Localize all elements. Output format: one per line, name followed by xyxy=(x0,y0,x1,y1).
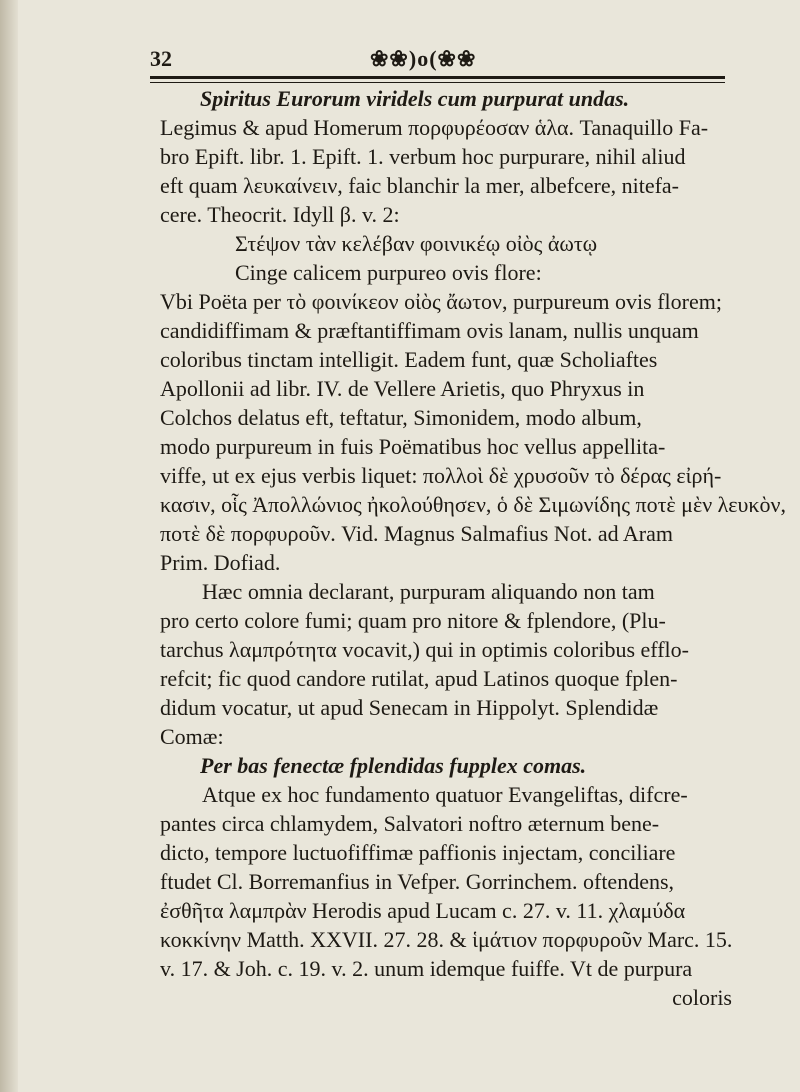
text-line: Hæc omnia declarant, purpuram aliquando non tam xyxy=(202,579,655,604)
header-rule-thin xyxy=(150,82,725,83)
text-line: modo purpureum in fuis Poëmatibus hoc vellus appellita- xyxy=(160,434,666,459)
page-binding-edge xyxy=(0,0,18,1092)
text-line: coloris xyxy=(672,985,732,1010)
text-line: Prim. Dofiad. xyxy=(160,550,281,575)
text-line: Στέψον τὰν κελέβαν φοινικέῳ οἰὸς ἀωτῳ xyxy=(235,231,598,256)
header-ornament: ❀❀)o(❀❀ xyxy=(370,46,477,71)
page-header xyxy=(150,46,790,76)
text-line: ποτὲ δὲ πορφυροῦν. Vid. Magnus Salmafius Not. ad Aram xyxy=(160,521,673,546)
text-line: ftudet Cl. Borremanfius in Vefper. Gorrinchem. oftendens, xyxy=(160,869,675,894)
text-line: candidiffimam & præftantiffimam ovis lanam, nullis unquam xyxy=(160,318,699,343)
text-line: pantes circa chlamydem, Salvatori noftro æternum bene- xyxy=(160,811,660,836)
text-line: Apollonii ad libr. IV. de Vellere Arietis, quo Phryxus in xyxy=(160,376,645,401)
text-line: didum vocatur, ut apud Senecam in Hippolyt. Splendidæ xyxy=(160,695,659,720)
header-rule xyxy=(150,76,725,79)
text-line: Colchos delatus eft, teftatur, Simonidem, modo album, xyxy=(160,405,642,430)
text-line: bro Epift. libr. 1. Epift. 1. verbum hoc purpurare, nihil aliud xyxy=(160,144,686,169)
text-line: κοκκίνην Matth. XXVII. 27. 28. & ἱμάτιον πορφυροῦν Marc. 15. xyxy=(160,927,733,952)
text-line: pro certo colore fumi; quam pro nitore & fplendore, (Plu- xyxy=(160,608,666,633)
text-line: κασιν, οἷς Ἀπολλώνιος ἠκολούθησεν, ὁ δὲ Σιμωνίδης ποτὲ μὲν λευκὸν, xyxy=(160,492,786,517)
text-line: dicto, tempore luctuofiffimæ paffionis injectam, conciliare xyxy=(160,840,676,865)
text-line: ἐσθῆτα λαμπρὰν Herodis apud Lucam c. 27. v. 11. χλαμύδα xyxy=(160,898,686,923)
text-line: Comæ: xyxy=(160,724,224,749)
text-line: tarchus λαμπρότητα vocavit,) qui in optimis coloribus efflo- xyxy=(160,637,689,662)
text-line: viffe, ut ex ejus verbis liquet: πολλοὶ δὲ χρυσοῦν τὸ δέρας εἰρή- xyxy=(160,463,722,488)
page-number: 32 xyxy=(150,46,172,71)
text-line: coloribus tinctam intelligit. Eadem funt, quæ Scholiaftes xyxy=(160,347,658,372)
text-line: Atque ex hoc fundamento quatuor Evangeliftas, difcre- xyxy=(202,782,688,807)
text-line: v. 17. & Joh. c. 19. v. 2. unum idemque fuiffe. Vt de purpura xyxy=(160,956,693,981)
body-text xyxy=(160,84,786,1012)
text-line: Spiritus Eurorum viridels cum purpurat undas. xyxy=(200,86,630,111)
text-line: refcit; fic quod candore rutilat, apud Latinos quoque fplen- xyxy=(160,666,678,691)
text-line: Cinge calicem purpureo ovis flore: xyxy=(235,260,542,285)
text-line: Legimus & apud Homerum πορφυρέοσαν ἁλα. Tanaquillo Fa- xyxy=(160,115,709,140)
text-line: cere. Theocrit. Idyll β. v. 2: xyxy=(160,202,400,227)
text-line: Vbi Poëta per τὸ φοινίκεον οἰὸς ἄωτον, purpureum ovis florem; xyxy=(160,289,722,314)
text-line: Per bas fenectæ fplendidas fupplex comas. xyxy=(200,753,587,778)
text-line: eft quam λευκαίνειν, faic blanchir la mer, albefcere, nitefa- xyxy=(160,173,680,198)
